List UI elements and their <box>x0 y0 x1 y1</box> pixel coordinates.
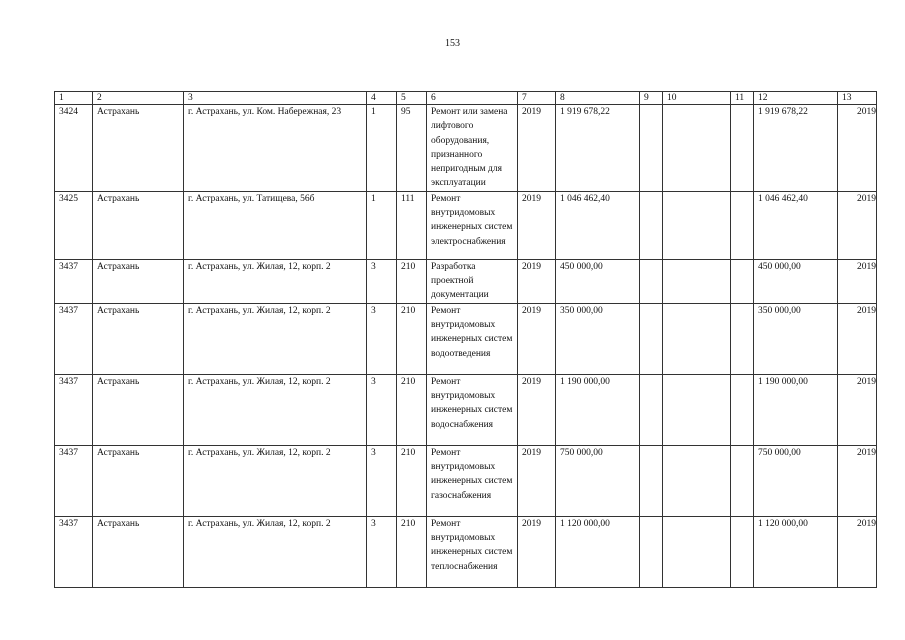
address-cell: г. Астрахань, ул. Жилая, 12, корп. 2 <box>184 445 367 516</box>
col5-cell: 210 <box>397 516 427 587</box>
municipality-cell: Астрахань <box>93 445 184 516</box>
col4-cell: 1 <box>367 105 397 192</box>
municipality-cell: Астрахань <box>93 374 184 445</box>
year-cell: 2019 <box>518 105 556 192</box>
column-number: 12 <box>754 92 838 105</box>
col5-cell: 210 <box>397 445 427 516</box>
object-id-cell: 3437 <box>55 445 93 516</box>
table-row <box>55 516 877 587</box>
col9-cell <box>640 105 663 192</box>
column-number: 6 <box>427 92 518 105</box>
col10-cell <box>663 259 731 303</box>
column-number: 8 <box>556 92 640 105</box>
cost-cell: 1 190 000,00 <box>556 374 640 445</box>
table-row <box>55 191 877 259</box>
column-number: 3 <box>184 92 367 105</box>
table-row <box>55 445 877 516</box>
address-cell: г. Астрахань, ул. Жилая, 12, корп. 2 <box>184 303 367 374</box>
col5-cell: 111 <box>397 191 427 259</box>
municipality-cell: Астрахань <box>93 105 184 192</box>
column-number: 10 <box>663 92 731 105</box>
col11-cell <box>731 445 754 516</box>
col11-cell <box>731 516 754 587</box>
address-cell: г. Астрахань, ул. Жилая, 12, корп. 2 <box>184 259 367 303</box>
col11-cell <box>731 191 754 259</box>
year-cell: 2019 <box>518 445 556 516</box>
municipality-cell: Астрахань <box>93 516 184 587</box>
column-number: 7 <box>518 92 556 105</box>
col4-cell: 3 <box>367 259 397 303</box>
work-type-cell: Ремонт или замена лифтового оборудования, признанного непригодным для эксплуатации <box>427 105 518 192</box>
work-type-cell: Ремонт внутридомовых инженерных систем газоснабжения <box>427 445 518 516</box>
work-type-cell: Ремонт внутридомовых инженерных систем водоотведения <box>427 303 518 374</box>
table-row <box>55 374 877 445</box>
column-number: 1 <box>55 92 93 105</box>
work-type-cell: Ремонт внутридомовых инженерных систем водоснабжения <box>427 374 518 445</box>
column-number: 11 <box>731 92 754 105</box>
col11-cell <box>731 105 754 192</box>
year-cell: 2019 <box>518 516 556 587</box>
cost-cell: 1 120 000,00 <box>556 516 640 587</box>
col10-cell <box>663 105 731 192</box>
col4-cell: 3 <box>367 516 397 587</box>
cost-cell: 350 000,00 <box>556 303 640 374</box>
col4-cell: 3 <box>367 445 397 516</box>
completion-year-cell: 2019 <box>838 445 877 516</box>
col4-cell: 1 <box>367 191 397 259</box>
year-cell: 2019 <box>518 374 556 445</box>
page-number: 153 <box>445 38 460 49</box>
col11-cell <box>731 374 754 445</box>
object-id-cell: 3424 <box>55 105 93 192</box>
municipality-cell: Астрахань <box>93 259 184 303</box>
completion-year-cell: 2019 <box>838 303 877 374</box>
col5-cell: 95 <box>397 105 427 192</box>
column-number: 4 <box>367 92 397 105</box>
completion-year-cell: 2019 <box>838 259 877 303</box>
col9-cell <box>640 191 663 259</box>
column-number: 13 <box>838 92 877 105</box>
col9-cell <box>640 374 663 445</box>
column-number: 5 <box>397 92 427 105</box>
cost-cell: 450 000,00 <box>556 259 640 303</box>
col4-cell: 3 <box>367 374 397 445</box>
table-row <box>55 259 877 303</box>
col9-cell <box>640 445 663 516</box>
col9-cell <box>640 516 663 587</box>
object-id-cell: 3437 <box>55 516 93 587</box>
col5-cell: 210 <box>397 303 427 374</box>
year-cell: 2019 <box>518 191 556 259</box>
col10-cell <box>663 374 731 445</box>
completion-year-cell: 2019 <box>838 105 877 192</box>
object-id-cell: 3437 <box>55 374 93 445</box>
col10-cell <box>663 516 731 587</box>
year-cell: 2019 <box>518 259 556 303</box>
total-cost-cell: 750 000,00 <box>754 445 838 516</box>
cost-cell: 750 000,00 <box>556 445 640 516</box>
repair-program-table <box>54 91 877 588</box>
col5-cell: 210 <box>397 259 427 303</box>
col5-cell: 210 <box>397 374 427 445</box>
address-cell: г. Астрахань, ул. Ком. Набережная, 23 <box>184 105 367 192</box>
address-cell: г. Астрахань, ул. Жилая, 12, корп. 2 <box>184 516 367 587</box>
col11-cell <box>731 303 754 374</box>
completion-year-cell: 2019 <box>838 516 877 587</box>
work-type-cell: Ремонт внутридомовых инженерных систем теплоснабжения <box>427 516 518 587</box>
completion-year-cell: 2019 <box>838 374 877 445</box>
col9-cell <box>640 303 663 374</box>
column-number-row <box>55 92 877 105</box>
municipality-cell: Астрахань <box>93 303 184 374</box>
year-cell: 2019 <box>518 303 556 374</box>
total-cost-cell: 1 046 462,40 <box>754 191 838 259</box>
total-cost-cell: 350 000,00 <box>754 303 838 374</box>
object-id-cell: 3425 <box>55 191 93 259</box>
address-cell: г. Астрахань, ул. Татищева, 56б <box>184 191 367 259</box>
col10-cell <box>663 191 731 259</box>
col10-cell <box>663 303 731 374</box>
total-cost-cell: 450 000,00 <box>754 259 838 303</box>
column-number: 2 <box>93 92 184 105</box>
work-type-cell: Разработка проектной документации <box>427 259 518 303</box>
cost-cell: 1 919 678,22 <box>556 105 640 192</box>
table-row <box>55 105 877 192</box>
address-cell: г. Астрахань, ул. Жилая, 12, корп. 2 <box>184 374 367 445</box>
col10-cell <box>663 445 731 516</box>
total-cost-cell: 1 120 000,00 <box>754 516 838 587</box>
municipality-cell: Астрахань <box>93 191 184 259</box>
col11-cell <box>731 259 754 303</box>
col9-cell <box>640 259 663 303</box>
completion-year-cell: 2019 <box>838 191 877 259</box>
col4-cell: 3 <box>367 303 397 374</box>
column-number: 9 <box>640 92 663 105</box>
cost-cell: 1 046 462,40 <box>556 191 640 259</box>
table-row <box>55 303 877 374</box>
total-cost-cell: 1 919 678,22 <box>754 105 838 192</box>
object-id-cell: 3437 <box>55 303 93 374</box>
work-type-cell: Ремонт внутридомовых инженерных систем электроснабжения <box>427 191 518 259</box>
object-id-cell: 3437 <box>55 259 93 303</box>
total-cost-cell: 1 190 000,00 <box>754 374 838 445</box>
